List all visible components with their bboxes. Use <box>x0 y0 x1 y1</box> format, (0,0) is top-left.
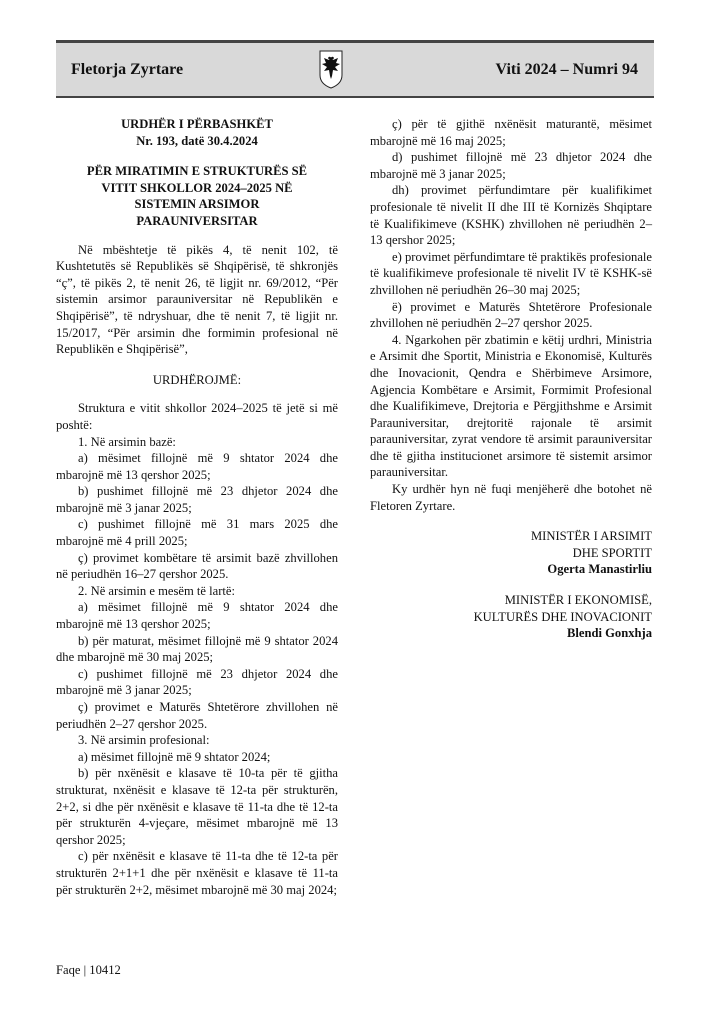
paragraph: c) për nxënësit e klasave të 11-ta dhe të 12-ta për strukturën 2+1+1 dhe për nxënësit e klasave të 11-ta për strukturën 2+2, mësimet mbarojnë më 30 maj 2024; <box>56 849 338 897</box>
paragraph: 4. Ngarkohen për zbatimin e këtij urdhri, Ministria e Arsimit dhe Sportit, Ministria e Ekonomisë, Kulturës dhe Inovacionit, Qendra e Shërbimeve Arsimore, Agjencia Kombëtare e Arsimit, Formimit Profesional dhe Kualifikimeve, Drejtoria e Përgjithshme e Arsimit Parauniversitar, drejtoritë rajonale të arsimit parauniversitar, zyrat vendore të arsimit parauniversitar dhe të gjitha institucionet arsimore të sistemit arsimor parauniversitar. <box>370 332 652 480</box>
paragraph: d) pushimet fillojnë më 23 dhjetor 2024 dhe mbarojnë më 3 janar 2025; <box>370 150 652 181</box>
signature-title-line2: DHE SPORTIT <box>572 545 652 560</box>
signature-title-line2: KULTURËS DHE INOVACIONIT <box>473 609 652 624</box>
paragraph: Ky urdhër hyn në fuqi menjëherë dhe botohet në Fletoren Zyrtare. <box>370 482 652 513</box>
paragraph: b) pushimet fillojnë më 23 dhjetor 2024 dhe mbarojnë më 3 janar 2025; <box>56 484 338 515</box>
paragraph: b) për nxënësit e klasave të 10-ta për të gjitha strukturat, nxënësit e klasave të 12-ta për strukturën, 2+2, si dhe për nxënësit e klasave të 11-ta dhe të 12-ta për strukturën 4-vjeçare, mësimet mbarojnë më 13 qershor 2025; <box>56 766 338 847</box>
signature-block-1 <box>370 528 652 578</box>
paragraph: dh) provimet përfundimtare për kualifikimet profesionale të nivelit II dhe III të Kornizës Shqiptare të Kualifikimeve (KSHK) zhvillohen në periudhën 2–13 qershor 2025; <box>370 183 652 248</box>
order-number: Nr. 193, datë 30.4.2024 <box>136 133 258 148</box>
paragraph: b) për maturat, mësimet fillojnë më 9 shtator 2024 dhe mbarojnë më 30 maj 2025; <box>56 633 338 665</box>
paragraph: a) mësimet fillojnë më 9 shtator 2024 dhe mbarojnë më 13 qershor 2025; <box>56 600 338 632</box>
paragraph: ç) provimet kombëtare të arsimit bazë zhvillohen në periudhën 16–27 qershor 2025. <box>56 550 338 582</box>
left-column <box>56 116 338 898</box>
right-column <box>370 116 652 642</box>
preamble: Në mbështetje të pikës 4, të nenit 102, të Kushtetutës së Republikës së Shqipërisë, të shkronjës “ç”, të pikës 2, të nenit 26, të ligjit nr. 69/2012, “Për sistemin arsimor parauniversitar në Republikën e Shqipërisë”, të ndryshuar, dhe të nenit 7, të ligjit nr. 15/2017, “Për arsimin dhe formimin profesional në Republikën e Shqipërisë”, <box>56 242 338 357</box>
paragraph: c) pushimet fillojnë më 23 dhjetor 2024 dhe mbarojnë më 3 janar 2025; <box>56 666 338 698</box>
paragraph: a) mësimet fillojnë më 9 shtator 2024 dhe mbarojnë më 13 qershor 2025; <box>56 451 338 482</box>
paragraph: a) mësimet fillojnë më 9 shtator 2024; <box>78 749 271 764</box>
signature-title-line1: MINISTËR I EKONOMISË, <box>504 593 652 608</box>
order-title: PËR MIRATIMIN E STRUKTURËS SË VITIT SHKOLLOR 2024–2025 NË SISTEMIN ARSIMOR PARAUNIVERSITAR <box>86 164 308 228</box>
urdherojme: URDHËROJMË: <box>152 372 242 387</box>
paragraph: 2. Në arsimin e mesëm të lartë: <box>78 583 236 598</box>
paragraph: ç) për të gjithë nxënësit maturantë, mësimet mbarojnë më 16 maj 2025; <box>370 117 652 148</box>
paragraph: ç) provimet e Maturës Shtetërore zhvillohen në periudhën 2–27 qershor 2025. <box>56 700 338 731</box>
signature-block-2 <box>370 592 652 642</box>
signature-title-line1: MINISTËR I ARSIMIT <box>530 529 652 544</box>
paragraph: c) pushimet fillojnë më 31 mars 2025 dhe mbarojnë më 4 prill 2025; <box>56 517 338 549</box>
paragraph: e) provimet përfundimtare të praktikës profesionale të kualifikimeve profesionale të nivelit IV të KSHK-së zhvillohen në periudhën 26–30 maj 2025; <box>370 249 652 297</box>
page-number: Faqe | 10412 <box>56 963 121 977</box>
signature-name: Ogerta Manastirliu <box>547 562 652 577</box>
issue-number: Viti 2024 – Numri 94 <box>495 61 638 78</box>
signature-name: Blendi Gonxhja <box>566 626 652 641</box>
order-heading: URDHËR I PËRBASHKËT <box>121 117 273 131</box>
paragraph: Struktura e vitit shkollor 2024–2025 të jetë si më poshtë: <box>56 401 338 432</box>
paragraph: ë) provimet e Maturës Shtetërore Profesionale zhvillohen në periudhën 2–27 qershor 2025. <box>370 299 652 331</box>
paragraph: 3. Në arsimin profesional: <box>78 733 210 748</box>
publication-title: Fletorja Zyrtare <box>71 61 184 78</box>
page-header <box>56 40 654 98</box>
paragraph: 1. Në arsimin bazë: <box>78 434 176 449</box>
albanian-eagle-emblem-icon <box>318 49 344 89</box>
